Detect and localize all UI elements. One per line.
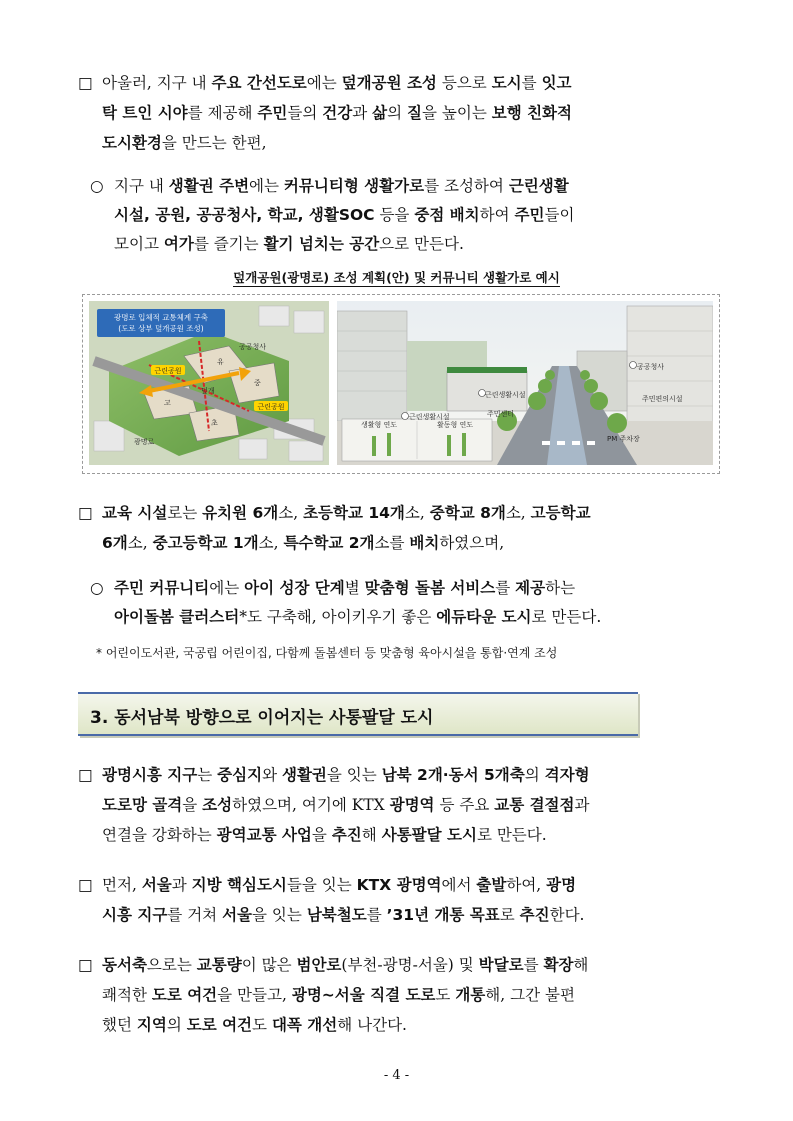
bold-run: 개통 <box>455 986 486 1004</box>
text-run: 을 <box>311 826 332 844</box>
text-run: 지구 내 <box>114 177 169 195</box>
label-elementary-school: 초 <box>211 419 218 427</box>
text-run: 의 <box>166 1016 187 1034</box>
text-run: 와 <box>262 766 282 784</box>
text-line <box>114 172 728 201</box>
bold-run: 광명역 <box>389 796 435 814</box>
paragraph-east-west <box>78 950 728 1040</box>
bold-run: 조성 <box>202 796 233 814</box>
label-high-school: 고 <box>164 399 171 407</box>
text-line <box>102 98 728 128</box>
text-run: 을 만들고, <box>217 986 292 1004</box>
label-facility-3: 근린생활시설 <box>409 413 450 421</box>
text-line <box>102 128 728 158</box>
text-run: 소, <box>127 534 153 552</box>
bold-run: 배치 <box>409 534 440 552</box>
bold-run: 범안로 <box>296 956 342 974</box>
figure-box <box>82 294 720 474</box>
figure-caption: 덮개공원(광명로) 조성 계획(안) 및 커뮤니티 생활가로 예시 <box>233 270 560 285</box>
label-public-office: 공공청사 <box>239 343 267 351</box>
bold-run: 사통팔달 도시 <box>381 826 477 844</box>
bold-run: 지역 <box>136 1016 167 1034</box>
bold-run: 덮개공원 조성 <box>341 74 437 92</box>
bold-run: 제공 <box>515 579 546 597</box>
bold-run: 동서축 <box>102 956 147 974</box>
bold-run: 6개 <box>102 534 128 552</box>
text-line <box>102 820 728 850</box>
subparagraph-community-street <box>88 172 728 259</box>
text-run: 를 제공해 <box>187 104 258 122</box>
text-line <box>114 201 728 230</box>
bold-run: 추진 <box>331 826 362 844</box>
square-bullet: □ <box>78 956 93 974</box>
label-road: 광명로 <box>134 438 155 446</box>
label-public-office-street: 공공청사 <box>637 363 665 371</box>
text-run: 별 <box>344 579 365 597</box>
circle-bullet: ○ <box>90 579 104 597</box>
text-run: 이 많은 <box>241 956 297 974</box>
bold-run: 주요 간선도로 <box>211 74 307 92</box>
page-number: - 4 - <box>383 1068 410 1083</box>
bold-run: 건강 <box>322 104 353 122</box>
text-run: 를 <box>521 74 542 92</box>
text-run: 과 <box>352 104 373 122</box>
bold-run: 탁 트인 시야 <box>102 104 188 122</box>
label-living-street: 생활형 연도 <box>360 421 398 429</box>
text-run: 로 만든다. <box>531 608 602 626</box>
text-run: 등을 <box>374 206 415 224</box>
text-run: 하여, <box>506 876 547 894</box>
bold-run: 도로 여건 <box>186 1016 253 1034</box>
bold-run: 남북철도 <box>306 906 367 924</box>
text-run: 쾌적한 <box>102 986 152 1004</box>
bold-run: 광명시흥 지구 <box>102 766 198 784</box>
bold-run: 도로망 골격 <box>102 796 183 814</box>
text-run: 들을 잇는 <box>286 876 357 894</box>
label-cover: 덮개 <box>201 387 215 395</box>
paragraph-education <box>78 498 728 558</box>
label-kindergarten: 유 <box>217 358 224 366</box>
bold-run: KTX 광명역 <box>356 876 442 894</box>
text-run: 를 즐기는 <box>193 235 264 253</box>
bold-run: 잇고 <box>541 74 572 92</box>
bold-run: 격자형 <box>544 766 590 784</box>
text-run: 하였으며, 여기에 KTX <box>232 796 390 814</box>
text-line <box>102 870 728 900</box>
bold-run: 교통량 <box>196 956 242 974</box>
text-line <box>102 950 728 980</box>
text-run: 으로 만든다. <box>379 235 464 253</box>
bold-run: 아이 성장 단계 <box>244 579 345 597</box>
bold-run: 서울 <box>141 876 172 894</box>
bold-run: 질 <box>407 104 422 122</box>
label-community-center: 주민센터 <box>487 410 515 418</box>
text-run: 로 만든다. <box>476 826 547 844</box>
bold-run: ’31년 개통 목표 <box>386 906 500 924</box>
text-run: 소, <box>278 504 304 522</box>
bold-run: 확장 <box>543 956 574 974</box>
text-line <box>114 574 728 603</box>
text-run: 의 <box>524 766 545 784</box>
text-run: 해, 그간 불편 <box>485 986 575 1004</box>
paragraph-text <box>88 172 728 259</box>
paragraph-text <box>78 68 728 158</box>
label-park-right: 근린공원 <box>257 403 285 411</box>
text-run: 을 <box>182 796 203 814</box>
text-run: 해 <box>361 826 382 844</box>
text-run: 과 <box>171 876 192 894</box>
bold-run: 활기 넘치는 공간 <box>263 235 380 253</box>
text-run: 를 <box>523 956 544 974</box>
text-run: 해 나간다. <box>337 1016 407 1034</box>
bold-run: 시흥 지구 <box>102 906 168 924</box>
text-run: 소, <box>404 504 430 522</box>
text-run: 의 <box>387 104 407 122</box>
bold-run: 생활권 <box>281 766 327 784</box>
text-run: 하였으며, <box>439 534 505 552</box>
paragraph-text <box>78 760 728 850</box>
bold-run: 보행 친화적 <box>491 104 572 122</box>
text-run: 를 <box>366 906 387 924</box>
text-line <box>102 528 728 558</box>
text-line <box>102 900 728 930</box>
text-run: 는 <box>197 766 218 784</box>
bold-run: 광명 <box>546 876 577 894</box>
square-bullet: □ <box>78 766 93 784</box>
square-bullet: □ <box>78 74 93 92</box>
text-run: 들이 <box>544 206 575 224</box>
community-street-rendering <box>337 301 713 465</box>
text-run: 에는 <box>306 74 342 92</box>
text-run: 먼저, <box>102 876 142 894</box>
text-line <box>114 603 728 632</box>
section-title: 3. 동서남북 방향으로 이어지는 사통팔달 도시 <box>90 708 434 728</box>
bold-run: 추진 <box>519 906 550 924</box>
text-run: 을 잇는 <box>252 906 307 924</box>
subparagraph-childcare <box>88 574 728 632</box>
map-title-2: (도로 상부 덮개공원 조성) <box>118 324 204 333</box>
bold-run: 광역교통 사업 <box>216 826 312 844</box>
bold-run: 남북 2개·동서 5개축 <box>381 766 525 784</box>
text-line <box>102 790 728 820</box>
square-bullet: □ <box>78 876 93 894</box>
text-run: (부천-광명-서울) 및 <box>341 956 479 974</box>
text-run: 을 잇는 <box>326 766 382 784</box>
bold-run: 지방 핵심도시 <box>191 876 287 894</box>
text-run: 을 높이는 <box>421 104 492 122</box>
text-run: 하는 <box>545 579 576 597</box>
bold-run: 박달로 <box>478 956 524 974</box>
text-run: 모이고 <box>114 235 164 253</box>
text-run: 도 <box>435 986 456 1004</box>
text-run: 하여 <box>479 206 515 224</box>
label-facility-2: 근린생활시설 <box>485 391 526 399</box>
text-run: 로는 <box>167 504 203 522</box>
paragraph-rail <box>78 870 728 930</box>
circle-bullet: ○ <box>90 177 104 195</box>
cover-park-map <box>89 301 329 465</box>
bold-run: 광명~서울 직결 도로 <box>291 986 436 1004</box>
bold-run: 근린생활 <box>508 177 569 195</box>
text-run: 를 조성하여 <box>424 177 509 195</box>
bold-run: 도로 여건 <box>151 986 218 1004</box>
text-run: 으로는 <box>146 956 197 974</box>
text-run: 아울러, 지구 내 <box>102 74 212 92</box>
bold-run: 중학교 8개 <box>429 504 506 522</box>
bold-run: 주민 <box>257 104 288 122</box>
text-run: 에서 <box>441 876 477 894</box>
text-run: 연결을 강화하는 <box>102 826 217 844</box>
bold-run: 중점 배치 <box>414 206 480 224</box>
bold-run: 삶 <box>372 104 388 122</box>
label-middle-school: 중 <box>254 379 261 387</box>
bold-run: 맞춤형 돌봄 서비스 <box>364 579 496 597</box>
text-run: 했던 <box>102 1016 137 1034</box>
square-bullet: □ <box>78 504 93 522</box>
text-run: 에는 <box>209 579 245 597</box>
text-run: 등 주요 <box>434 796 495 814</box>
paragraph-text <box>78 498 728 558</box>
text-run: 를 <box>495 579 516 597</box>
bold-run: 주민 <box>514 206 545 224</box>
text-run: 을 만드는 한편, <box>161 134 267 152</box>
bold-run: 교육 시설 <box>102 504 168 522</box>
text-line <box>114 230 728 259</box>
section-heading <box>78 692 638 736</box>
bold-run: 커뮤니티형 생활가로 <box>283 177 425 195</box>
text-line <box>102 68 728 98</box>
map-title-1: 광명로 입체적 교통체계 구축 <box>113 313 209 322</box>
text-run: 소, <box>505 504 531 522</box>
label-amenity: 주민편의시설 <box>642 395 683 403</box>
bold-run: 여가 <box>163 235 194 253</box>
text-line <box>102 498 728 528</box>
paragraph-road-network <box>78 760 728 850</box>
label-pm-parking: PM 주차장 <box>607 435 640 443</box>
paragraph-text <box>78 870 728 930</box>
bold-run: 중고등학교 1개 <box>152 534 259 552</box>
bold-run: 유치원 6개 <box>202 504 279 522</box>
text-line <box>102 980 728 1010</box>
paragraph-text <box>88 574 728 632</box>
paragraph-cover-park <box>78 68 728 158</box>
bold-run: 특수학교 2개 <box>283 534 375 552</box>
text-run: 등으로 <box>436 74 492 92</box>
bold-run: 도시 <box>491 74 522 92</box>
text-run: 들의 <box>287 104 323 122</box>
bold-run: 대폭 개선 <box>271 1016 338 1034</box>
paragraph-text <box>78 950 728 1040</box>
text-line <box>102 1010 728 1040</box>
text-run: 도 <box>252 1016 272 1034</box>
text-run: 한다. <box>549 906 585 924</box>
text-run: 에는 <box>249 177 284 195</box>
bold-run: 초등학교 14개 <box>303 504 405 522</box>
footnote: * 어린이도서관, 국공립 어린이집, 다함께 돌봄센터 등 맞춤형 육아시설을 통합·연계 조성 <box>96 646 558 660</box>
bold-run: 교통 결절점 <box>494 796 575 814</box>
text-run: 로 <box>499 906 520 924</box>
bold-run: 도시환경 <box>102 134 162 152</box>
bold-run: 고등학교 <box>530 504 591 522</box>
bold-run: 중심지 <box>217 766 263 784</box>
bold-run: 생활권 주변 <box>168 177 250 195</box>
text-run: 해 <box>573 956 589 974</box>
text-run: 소, <box>258 534 284 552</box>
bold-run: 아이돌봄 클러스터 <box>114 608 240 626</box>
bold-run: 에듀타운 도시 <box>436 608 532 626</box>
text-run: 소를 <box>374 534 410 552</box>
bold-run: 서울 <box>222 906 253 924</box>
label-active-street: 활동형 연도 <box>436 421 474 429</box>
text-run: 과 <box>574 796 590 814</box>
label-park-left: 근린공원 <box>154 367 182 375</box>
text-run: *도 구축해, 아이키우기 좋은 <box>239 608 437 626</box>
text-run: 를 거쳐 <box>167 906 223 924</box>
bold-run: 출발 <box>476 876 507 894</box>
bold-run: 주민 커뮤니티 <box>114 579 210 597</box>
bold-run: 시설, 공원, 공공청사, 학교, 생활SOC <box>114 206 375 224</box>
text-line <box>102 760 728 790</box>
